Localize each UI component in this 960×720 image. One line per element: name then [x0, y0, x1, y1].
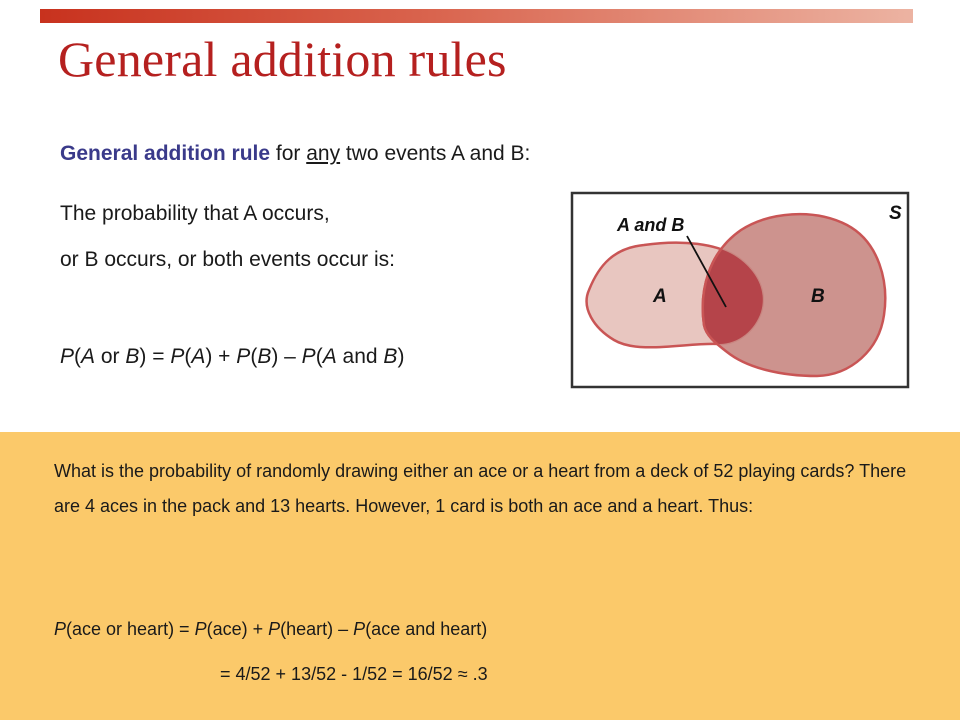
rule-intro-pre: for — [270, 142, 307, 165]
example-box — [0, 432, 960, 720]
example-result-line: = 4/52 + 13/52 - 1/52 = 16/52 ≈ .3 — [220, 664, 488, 684]
formula-close: ) — [397, 345, 405, 368]
rule-emphasis: any — [306, 142, 341, 165]
formula-minus: ) – — [271, 345, 302, 368]
formula-p: P — [301, 345, 316, 368]
formula-equals: ) = — [139, 345, 171, 368]
example-formula-line — [54, 619, 487, 640]
formula-b: B — [125, 345, 140, 368]
formula-plus: ) + — [205, 345, 237, 368]
formula-a: A — [322, 345, 337, 368]
formula-b: B — [383, 345, 398, 368]
formula-p: P — [60, 345, 75, 368]
calc-term-1: (ace or heart) = — [66, 619, 195, 639]
calc-p: P — [353, 619, 366, 639]
title-accent-bar — [40, 9, 913, 23]
rule-term: General addition rule — [60, 142, 271, 165]
formula-a: A — [191, 345, 206, 368]
venn-diagram — [569, 190, 911, 390]
calc-term-4: (ace and heart) — [365, 619, 488, 639]
page-title: General addition rules — [58, 31, 507, 87]
calc-p: P — [54, 619, 67, 639]
formula-and: and — [336, 345, 384, 368]
description-line-1: The probability that A occurs, — [60, 202, 330, 225]
formula-p: P — [236, 345, 251, 368]
calc-p: P — [268, 619, 281, 639]
example-question: What is the probability of randomly drawing either an ace or a heart from a deck of 52 playing cards? There are 4 aces in the pack and 13 hearts. However, 1 card is both an ace and a heart. Thus: — [54, 461, 907, 516]
intersection-label: A and B — [617, 215, 685, 235]
description-line-2: or B occurs, or both events occur is: — [60, 248, 395, 271]
set-a-label: A — [653, 286, 667, 307]
set-b-label: B — [811, 286, 825, 307]
formula-or: or — [95, 345, 126, 368]
calc-p: P — [194, 619, 207, 639]
formula-b: B — [257, 345, 272, 368]
rule-intro-post: two events A and B: — [340, 142, 531, 165]
rule-intro — [60, 142, 530, 166]
sample-space-label: S — [889, 203, 902, 224]
addition-formula: P(A or B) = P(A) + P(B) – P(A and B) — [60, 345, 405, 368]
formula-a: A — [81, 345, 96, 368]
calc-term-3: (heart) – — [280, 619, 354, 639]
formula-p: P — [170, 345, 185, 368]
calc-term-2: (ace) + — [206, 619, 269, 639]
